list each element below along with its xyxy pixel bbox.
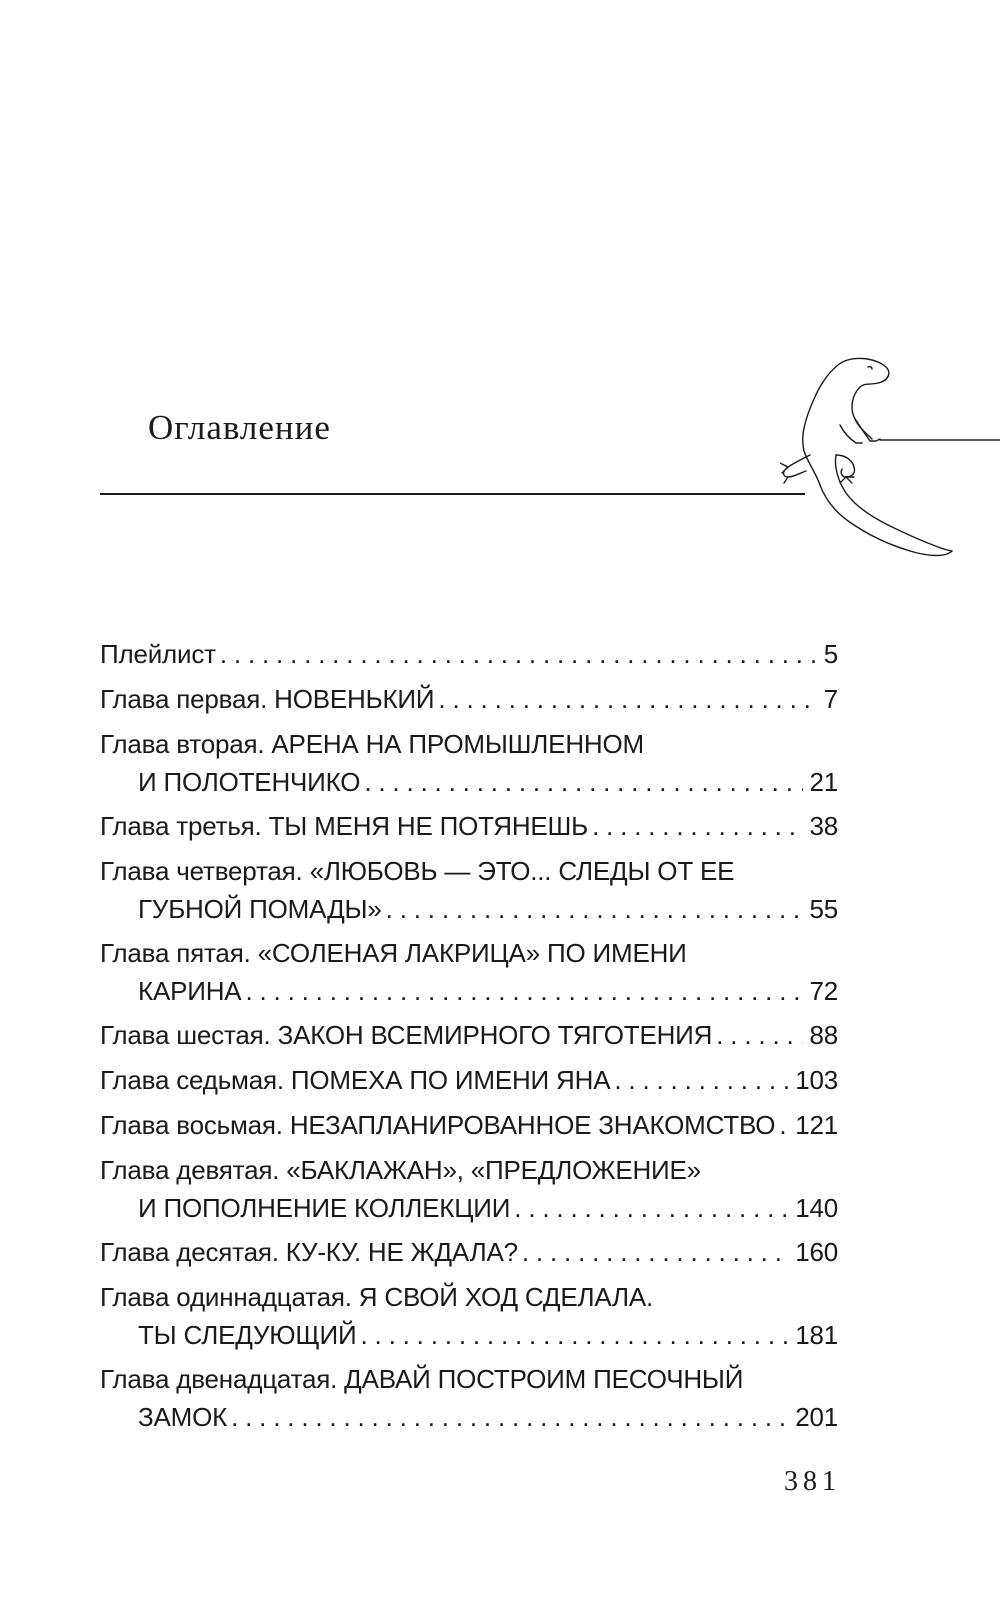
toc-entry-title: Глава третья. ТЫ МЕНЯ НЕ ПОТЯНЕШЬ [100,811,589,841]
toc-entry[interactable] [100,1061,838,1106]
table-of-contents [100,635,838,1442]
toc-entry-title-cont: ГУБНОЙ ПОМАДЫ» [138,894,382,924]
toc-entry-title-cont: И ПОПОЛНЕНИЕ КОЛЛЕКЦИИ [138,1193,511,1223]
toc-entry[interactable] [100,1233,838,1278]
toc-entry-title: Плейлист [100,639,216,669]
toc-entry-title-cont: КАРИНА [138,976,242,1006]
toc-entry-title: Глава двенадцатая. ДАВАЙ ПОСТРОИМ ПЕСОЧНЫЙ [100,1364,744,1394]
toc-entry-title-cont: И ПОЛОТЕНЧИКО [138,767,361,797]
toc-entry[interactable] [100,807,838,852]
toc-entry-page: 72 [809,976,838,1006]
toc-entry-page: 103 [795,1065,838,1095]
page-number: 381 [784,1466,841,1497]
dot-leader [614,1061,789,1099]
toc-entry-title-cont: ТЫ СЛЕДУЮЩИЙ [138,1320,357,1350]
toc-entry-page: 21 [809,767,838,797]
toc-entry-page: 7 [823,684,838,714]
dot-leader [360,1316,789,1354]
toc-entry[interactable] [100,852,838,934]
toc-entry-title: Глава вторая. АРЕНА НА ПРОМЫШЛЕННОМ [100,729,644,759]
toc-entry-title: Глава десятая. КУ-КУ. НЕ ЖДАЛА? [100,1237,518,1267]
toc-entry-title: Глава одиннадцатая. Я СВОЙ ХОД СДЕЛАЛА. [100,1282,654,1312]
toc-entry[interactable] [100,934,838,1016]
dot-leader [716,1016,803,1054]
toc-entry[interactable] [100,1151,838,1233]
dot-leader [592,807,803,845]
toc-entry-page: 160 [795,1237,838,1267]
dot-leader [245,972,803,1010]
toc-entry-page: 181 [795,1320,838,1350]
dot-leader [438,680,817,718]
toc-entry-page: 5 [823,639,838,669]
toc-entry-page: 140 [795,1193,838,1223]
toc-entry-page: 88 [809,1020,838,1050]
toc-entry-title: Глава девятая. «БАКЛАЖАН», «ПРЕДЛОЖЕНИЕ» [100,1155,701,1185]
toc-entry-page: 121 [795,1110,838,1140]
toc-entry-page: 38 [809,811,838,841]
toc-entry-title: Глава шестая. ЗАКОН ВСЕМИРНОГО ТЯГОТЕНИЯ [100,1020,713,1050]
dot-leader [779,1106,789,1144]
toc-entry-title-cont: ЗАМОК [138,1402,228,1432]
dot-leader [386,890,804,928]
toc-entry[interactable] [100,725,838,807]
dot-leader [364,763,803,801]
dot-leader [220,635,818,673]
toc-entry-title: Глава пятая. «СОЛЕНАЯ ЛАКРИЦА» ПО ИМЕНИ [100,938,687,968]
toc-entry-page: 201 [795,1402,838,1432]
toc-entry-title: Глава седьмая. ПОМЕХА ПО ИМЕНИ ЯНА [100,1065,611,1095]
toc-entry[interactable] [100,1278,838,1360]
toc-entry-title: Глава восьмая. НЕЗАПЛАНИРОВАННОЕ ЗНАКОМСТВО [100,1110,776,1140]
toc-entry[interactable] [100,635,838,680]
toc-heading: Оглавление [148,408,331,447]
dot-leader [522,1233,789,1271]
toc-entry[interactable] [100,1106,838,1151]
toc-entry[interactable] [100,1360,838,1442]
toc-entry[interactable] [100,680,838,725]
toc-entry-title: Глава четвертая. «ЛЮБОВЬ — ЭТО... СЛЕДЫ ОТ ЕЕ [100,856,735,886]
heading-rule [100,493,805,495]
toc-entry-title: Глава первая. НОВЕНЬКИЙ [100,684,435,714]
lizard-line-art-icon [780,355,1000,585]
toc-entry[interactable] [100,1016,838,1061]
toc-entry-page: 55 [809,894,838,924]
dot-leader [514,1189,789,1227]
dot-leader [231,1398,789,1436]
